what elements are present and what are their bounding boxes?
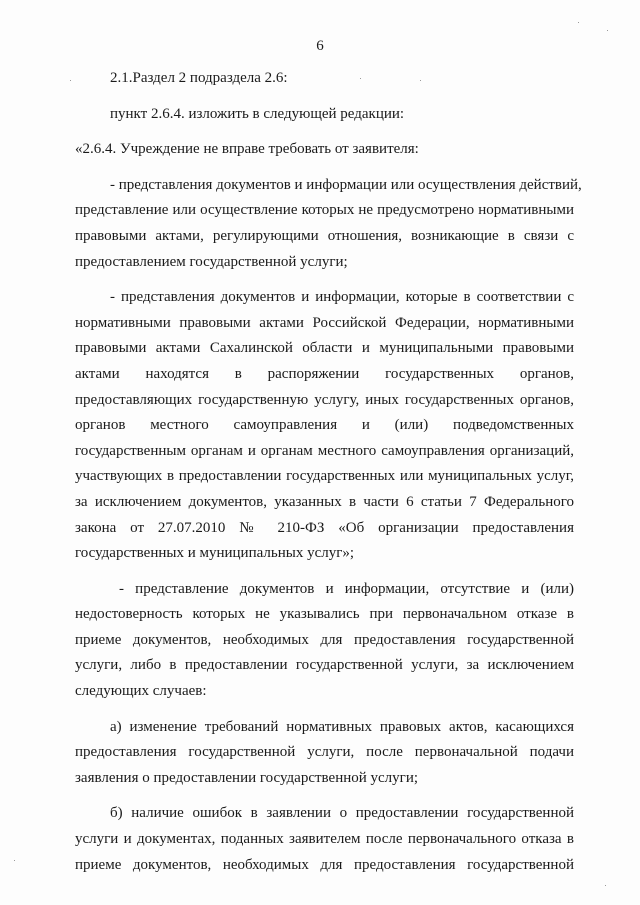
paragraph-gap xyxy=(75,92,574,102)
text-line: актами находятся в распоряжении государственных органов, xyxy=(75,365,574,382)
paragraph-gap xyxy=(75,127,574,137)
paragraph xyxy=(75,66,574,92)
text-line: а) изменение требований нормативных правовых актов, касающихся xyxy=(110,718,574,735)
scan-speck xyxy=(14,860,15,861)
scan-speck xyxy=(578,22,579,23)
paragraph xyxy=(75,715,574,792)
text-line: правовыми актами Сахалинской области и муниципальными правовыми xyxy=(75,340,574,357)
text-line: участвующих в предоставлении государственных или муниципальных услуг, xyxy=(75,468,574,485)
text-line: закона от 27.07.2010 № 210-ФЗ «Об организации предоставления xyxy=(75,519,574,536)
text-line: услуги, либо в предоставлении государственной услуги, за исключением xyxy=(75,657,574,674)
paragraph-gap xyxy=(75,275,574,285)
text-line: приеме документов, необходимых для предоставления государственной xyxy=(75,856,574,873)
scan-speck xyxy=(605,885,606,886)
text-line: «2.6.4. Учреждение не вправе требовать от заявителя: xyxy=(75,141,419,158)
paragraph xyxy=(75,102,574,128)
text-line: за исключением документов, указанных в части 6 статьи 7 Федерального xyxy=(75,493,574,510)
document-body xyxy=(75,66,582,878)
scan-speck xyxy=(607,30,608,31)
scan-speck xyxy=(420,80,421,81)
text-line: предоставления государственной услуги, после первоначальной подачи xyxy=(75,744,574,761)
text-line: пункт 2.6.4. изложить в следующей редакции: xyxy=(110,105,405,122)
text-line: государственных и муниципальных услуг»; xyxy=(75,545,355,562)
text-line: недостоверность которых не указывались при первоначальном отказе в xyxy=(75,606,574,623)
paragraph xyxy=(75,577,574,705)
text-line: - представления документов и информации или осуществления действий, xyxy=(110,176,582,193)
text-line: - представления документов и информации, которые в соответствии с xyxy=(110,289,574,306)
page-number: 6 xyxy=(316,38,324,54)
paragraph xyxy=(75,137,574,163)
text-line: приеме документов, необходимых для предоставления государственной xyxy=(75,631,574,648)
text-line: следующих случаев: xyxy=(75,683,207,700)
text-line: нормативными правовыми актами Российской Федерации, нормативными xyxy=(75,314,574,331)
text-line: органов местного самоуправления и (или) подведомственных xyxy=(75,417,574,434)
paragraph xyxy=(75,173,582,275)
text-line: заявления о предоставлении государственной услуги; xyxy=(75,769,419,786)
text-line: государственным органам и органам местного самоуправления организаций, xyxy=(75,442,574,459)
text-line: правовыми актами, регулирующими отношения, возникающие в связи с xyxy=(75,227,574,244)
scan-speck xyxy=(70,80,71,81)
text-line: услуги и документах, поданных заявителем после первоначального отказа в xyxy=(75,831,574,848)
paragraph-gap xyxy=(75,791,574,801)
scan-speck xyxy=(360,78,361,79)
paragraph xyxy=(75,285,574,567)
paragraph-gap xyxy=(75,567,574,577)
text-line: - представление документов и информации, отсутствие и (или) xyxy=(119,580,574,597)
paragraph-gap xyxy=(75,163,574,173)
paragraph-gap xyxy=(75,705,574,715)
text-line: предоставляющих государственную услугу, иных государственных органов, xyxy=(75,391,574,408)
text-line: предоставлением государственной услуги; xyxy=(75,253,348,270)
text-line: 2.1.Раздел 2 подраздела 2.6: xyxy=(110,70,288,86)
text-line: представление или осуществление которых не предусмотрено нормативными xyxy=(75,202,574,219)
text-line: б) наличие ошибок в заявлении о предоставлении государственной xyxy=(110,805,574,822)
paragraph xyxy=(75,801,574,878)
